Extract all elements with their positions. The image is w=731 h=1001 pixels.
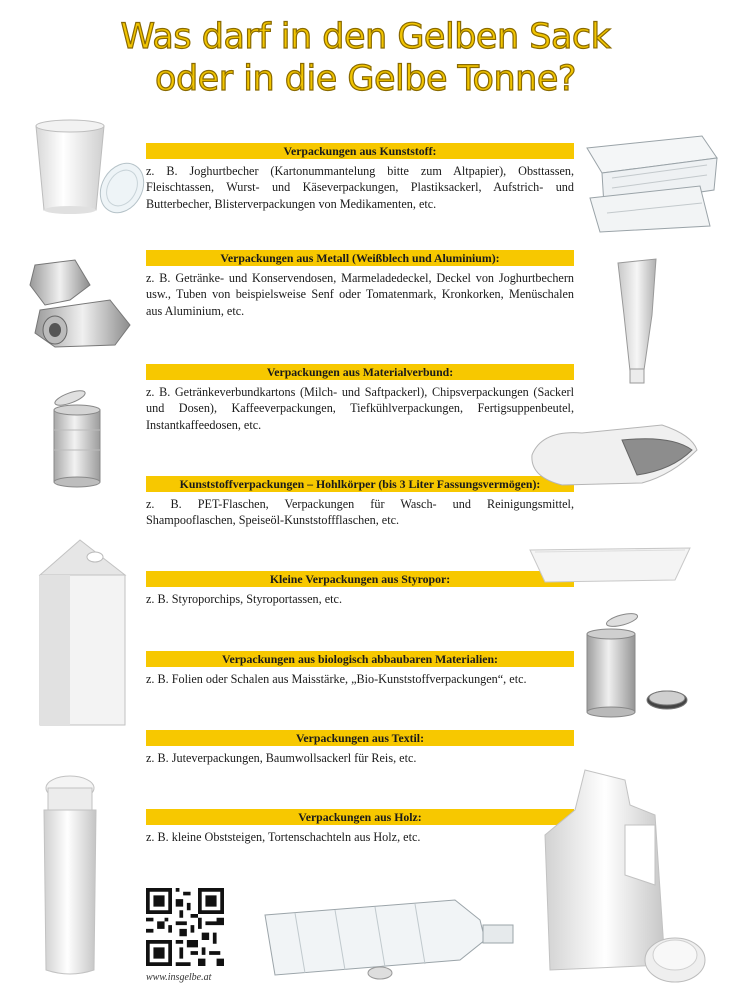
section-text: z. B. Joghurtbecher (Kartonummantelung bitte zum Altpapier), Obsttassen, Fleischtassen, Wurst- und Käseverpackungen, Plastiksackerl, Aufstrich- und Butterbecher, Blisterverpackungen von Medikamenten, etc.: [146, 164, 574, 211]
pet-bottle-image: [255, 885, 525, 990]
section-text: z. B. Styroporchips, Styroportassen, etc.: [146, 592, 342, 606]
section-text: z. B. Juteverpackungen, Baumwollsackerl für Reis, etc.: [146, 751, 417, 765]
section-heading: Kleine Verpackungen aus Styropor:: [146, 571, 574, 587]
tin-can-image: [48, 390, 108, 490]
section-text: z. B. Folien oder Schalen aus Maisstärke, „Bio-Kunststoffverpackungen“, etc.: [146, 672, 527, 686]
qr-code[interactable]: [146, 888, 224, 966]
section-heading: Verpackungen aus biologisch abbaubaren Materialien:: [146, 651, 574, 667]
section-text: z. B. PET-Flaschen, Verpackungen für Wasch- und Reinigungsmittel, Shampooflaschen, Speiseöl-Kunststoffflaschen, etc.: [146, 497, 574, 528]
section-styropor: [146, 571, 574, 607]
section-textil: [146, 730, 574, 766]
section-materialverbund: [146, 364, 574, 433]
section-bio: [146, 651, 574, 687]
section-heading: Verpackungen aus Metall (Weißblech und Aluminium):: [146, 250, 574, 266]
foil-pouch-image: [522, 415, 702, 490]
metal-tube-image: [608, 255, 668, 390]
section-heading: Verpackungen aus Materialverbund:: [146, 364, 574, 380]
section-hohlkoerper: [146, 476, 574, 529]
section-heading: Kunststoffverpackungen – Hohlkörper (bis 3 Liter Fassungsvermögen):: [146, 476, 574, 492]
website-url[interactable]: www.insgelbe.at: [146, 972, 212, 983]
section-metall: [146, 250, 574, 319]
section-text: z. B. Getränkeverbundkartons (Milch- und Saftpackerl), Chipsverpackungen (Sackerl und Dosen), Kaffeeverpackungen, Tiefkühlverpackungen, Fertigsuppenbeutel, Instantkaffeedosen, etc.: [146, 385, 574, 432]
section-heading: Verpackungen aus Holz:: [146, 809, 574, 825]
poster-title-line1: Was darf in den Gelben Sack: [120, 17, 611, 57]
plastic-containers-image: [582, 118, 722, 236]
milk-carton-image: [35, 535, 130, 735]
section-kunststoff: [146, 143, 574, 212]
shampoo-bottle-image: [30, 770, 110, 990]
tin-can-lid-image: [582, 612, 692, 722]
section-text: z. B. Getränke- und Konservendosen, Marmeladedeckel, Deckel von Joghurtbechern usw., Tuben von beispielsweise Senf oder Tomatenmark, Kronkorken, Menüschalen aus Aluminium, etc.: [146, 271, 574, 318]
section-heading: Verpackungen aus Kunststoff:: [146, 143, 574, 159]
yogurt-cup-image: [30, 118, 145, 223]
section-heading: Verpackungen aus Textil:: [146, 730, 574, 746]
crushed-cans-image: [15, 255, 145, 355]
detergent-bottle-image: [535, 765, 710, 990]
styrofoam-tray-image: [525, 540, 695, 585]
section-holz: [146, 809, 574, 845]
section-text: z. B. kleine Obststeigen, Tortenschachteln aus Holz, etc.: [146, 830, 421, 844]
poster-title-line2: oder in die Gelbe Tonne?: [155, 59, 576, 99]
